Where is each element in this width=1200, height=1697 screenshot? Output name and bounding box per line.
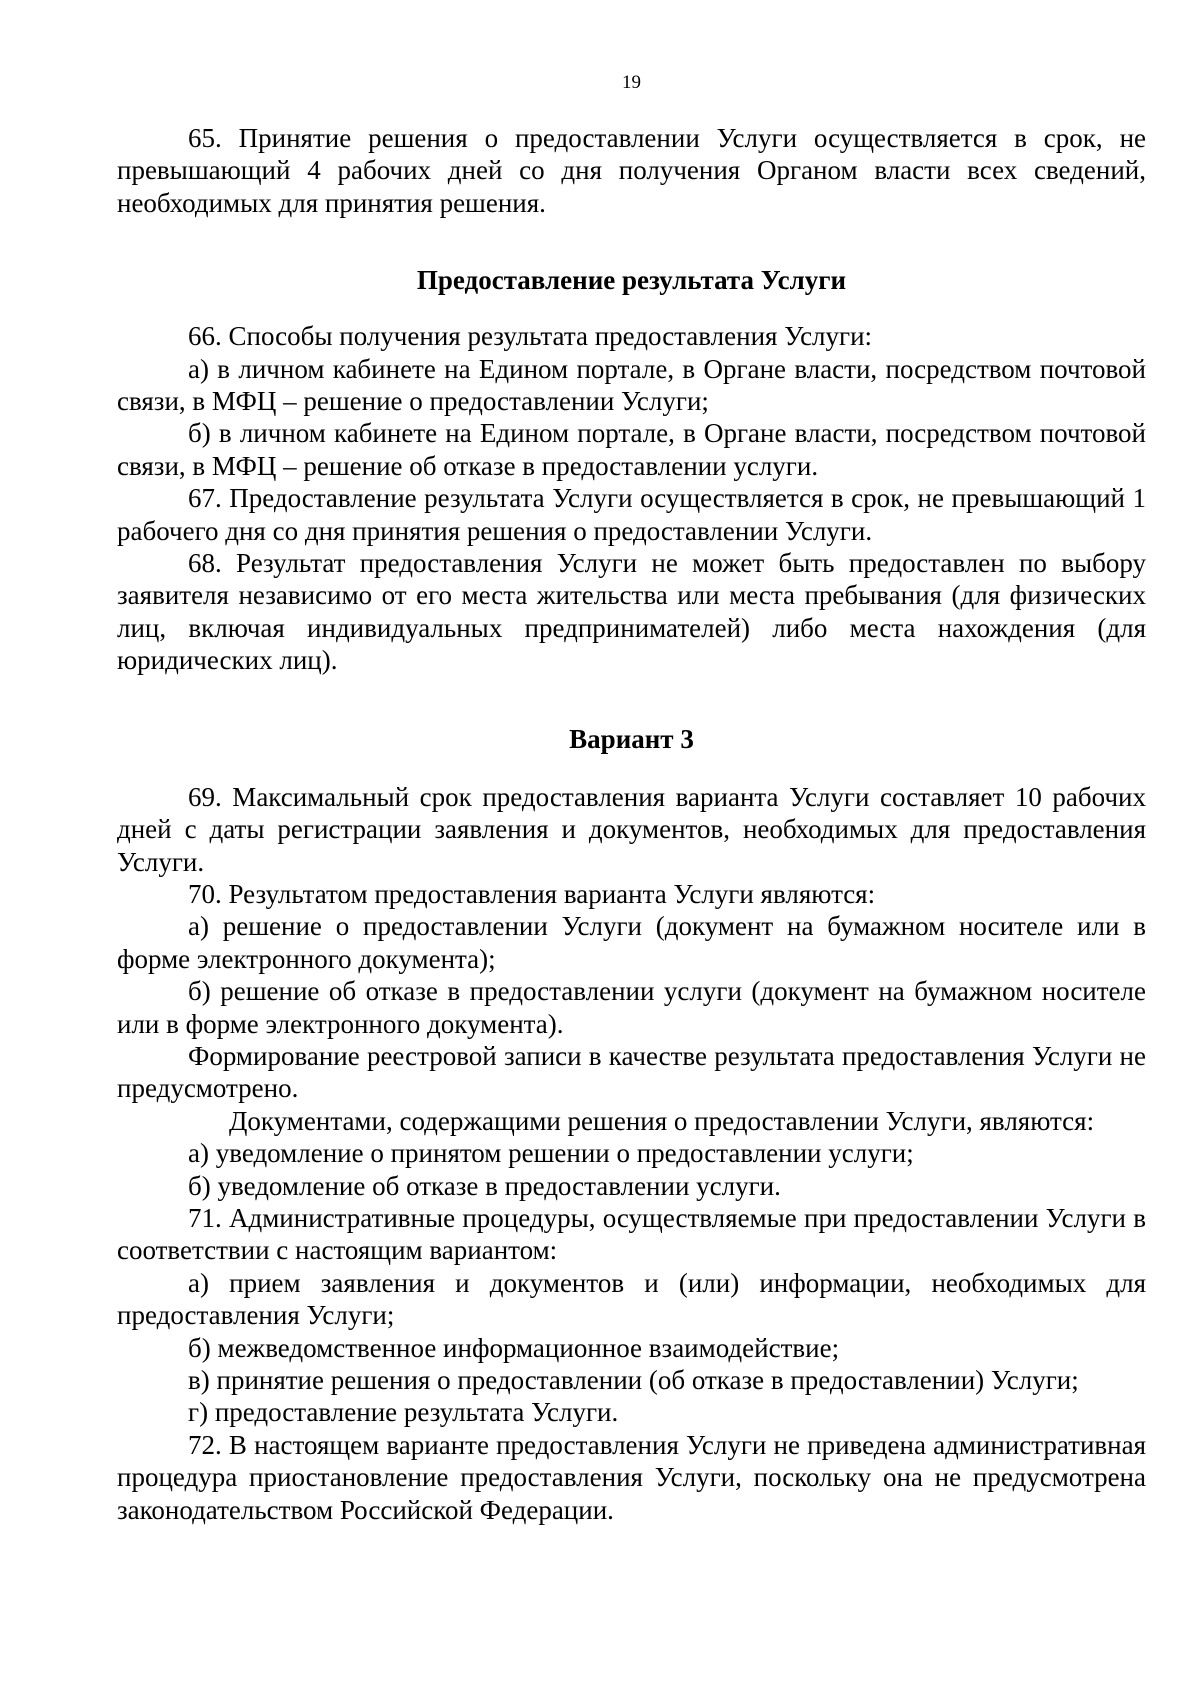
paragraph-71-a: а) прием заявления и документов и (или) информации, необходимых для предоставления Услуги; <box>117 1267 1146 1331</box>
paragraph-71-b: б) межведомственное информационное взаимодействие; <box>188 1332 840 1363</box>
paragraph-70-b: б) решение об отказе в предоставлении услуги (документ на бумажном носителе или в форме электронного документа). <box>117 976 1146 1039</box>
paragraph-68: 68. Результат предоставления Услуги не может быть предоставлен по выбору заявителя независимо от его места жительства или места пребывания (для физических лиц, включая индивидуальных предпринимателей) либо места нахождения (для юридических лиц). <box>117 548 1146 676</box>
paragraph-documents-a: а) уведомление о принятом решении о предоставлении услуги; <box>188 1138 914 1169</box>
document-page <box>117 0 1146 1697</box>
paragraph-72: 72. В настоящем варианте предоставления Услуги не приведена административная процедура приостановление предоставления Услуги, поскольку она не предусмотрена законодательством Российской Федерации. <box>117 1429 1146 1525</box>
document-body <box>117 122 1146 1526</box>
paragraph-66: 66. Способы получения результата предоставления Услуги: <box>188 321 873 352</box>
paragraph-documents-b: б) уведомление об отказе в предоставлении услуги. <box>188 1170 781 1201</box>
paragraph-67: 67. Предоставление результата Услуги осуществляется в срок, не превышающий 1 рабочего дня со дня принятия решения о предоставлении Услуги. <box>117 483 1146 546</box>
paragraph-registry-note: Формирование реестровой записи в качестве результата предоставления Услуги не предусмотрено. <box>117 1040 1146 1104</box>
paragraph-71: 71. Административные процедуры, осуществляемые при предоставлении Услуги в соответствии с настоящим вариантом: <box>117 1202 1146 1266</box>
paragraph-66-b: б) в личном кабинете на Едином портале, в Органе власти, посредством почтовой связи, в МФЦ – решение об отказе в предоставлении услуги. <box>117 418 1146 481</box>
paragraph-71-c: в) принятие решения о предоставлении (об отказе в предоставлении) Услуги; <box>188 1365 1079 1395</box>
paragraph-66-a: а) в личном кабинете на Едином портале, в Органе власти, посредством почтовой связи, в МФЦ – решение о предоставлении Услуги; <box>117 353 1146 417</box>
paragraph-70: 70. Результатом предоставления варианта Услуги являются: <box>188 878 876 909</box>
paragraph-65: 65. Принятие решения о предоставлении Услуги осуществляется в срок, не превышающий 4 рабочих дней со дня получения Органом власти всех сведений, необходимых для принятия решения. <box>117 123 1146 218</box>
page-number: 19 <box>622 72 641 93</box>
paragraph-documents: Документами, содержащими решения о предоставлении Услуги, являются: <box>229 1105 1095 1136</box>
section-heading-variant-3: Вариант 3 <box>569 723 694 754</box>
paragraph-71-d: г) предоставление результата Услуги. <box>188 1397 619 1428</box>
section-heading-result: Предоставление результата Услуги <box>416 265 847 296</box>
paragraph-70-a: а) решение о предоставлении Услуги (документ на бумажном носителе или в форме электронного документа); <box>117 911 1146 974</box>
paragraph-69: 69. Максимальный срок предоставления варианта Услуги составляет 10 рабочих дней с даты регистрации заявления и документов, необходимых для предоставления Услуги. <box>117 781 1146 877</box>
